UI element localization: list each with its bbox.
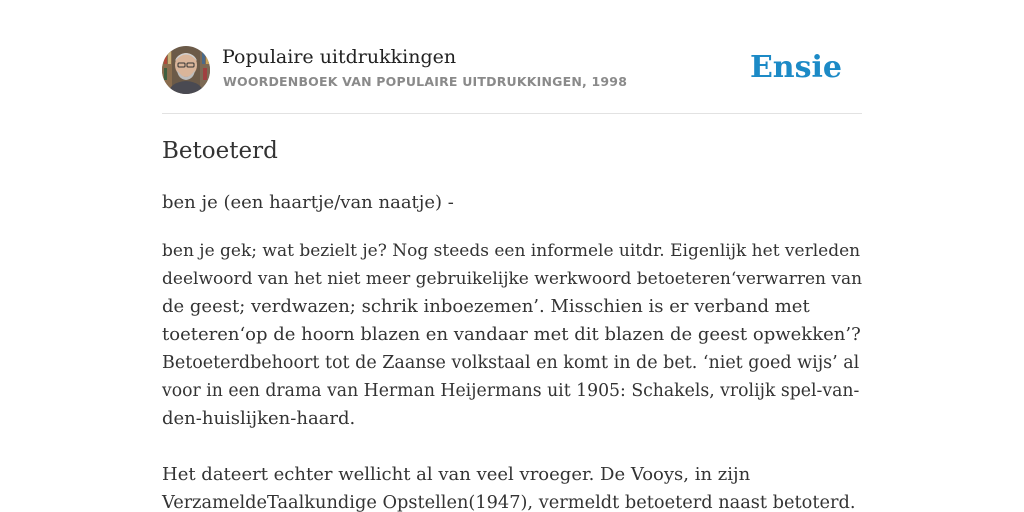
source-header <box>162 46 862 96</box>
header-divider <box>162 113 862 114</box>
entry-body <box>162 237 862 512</box>
paragraph-gap <box>162 433 862 461</box>
body-line: VerzameldeTaalkundige Opstellen(1947), vermeldt betoeterd naast betoterd. <box>162 493 856 512</box>
body-line: de geest; verdwazen; schrik inboezemen’. Misschien is er verband met <box>162 296 810 317</box>
body-line: ben je gek; wat bezielt je? Nog steeds een informele uitdr. Eigenlijk het verleden <box>162 241 861 261</box>
author-avatar[interactable] <box>162 46 210 94</box>
body-line: deelwoord van het niet meer gebruikelijke werkwoord betoeteren‘verwarren van <box>162 269 863 289</box>
entry-subhead: ben je (een haartje/van naatje) - <box>162 192 454 213</box>
brand-logo[interactable]: Ensie <box>749 50 842 85</box>
body-line: den-huislijken-haard. <box>162 408 356 429</box>
source-subtitle: WOORDENBOEK VAN POPULAIRE UITDRUKKINGEN, 1998 <box>223 74 628 89</box>
body-line: Het dateert echter wellicht al van veel vroeger. De Vooys, in zijn <box>162 464 751 485</box>
entry-title: Betoeterd <box>162 138 278 164</box>
body-line: voor in een drama van Herman Heijermans uit 1905: Schakels, vrolijk spel-van- <box>162 381 860 401</box>
body-line: Betoeterdbehoort tot de Zaanse volkstaal en komt in de bet. ‘niet goed wijs’ al <box>162 353 860 373</box>
avatar-portrait-image <box>162 46 210 94</box>
body-line: toeteren‘op de hoorn blazen en vandaar met dit blazen de geest opwekken’? <box>162 324 861 345</box>
source-title[interactable]: Populaire uitdrukkingen <box>222 46 457 68</box>
